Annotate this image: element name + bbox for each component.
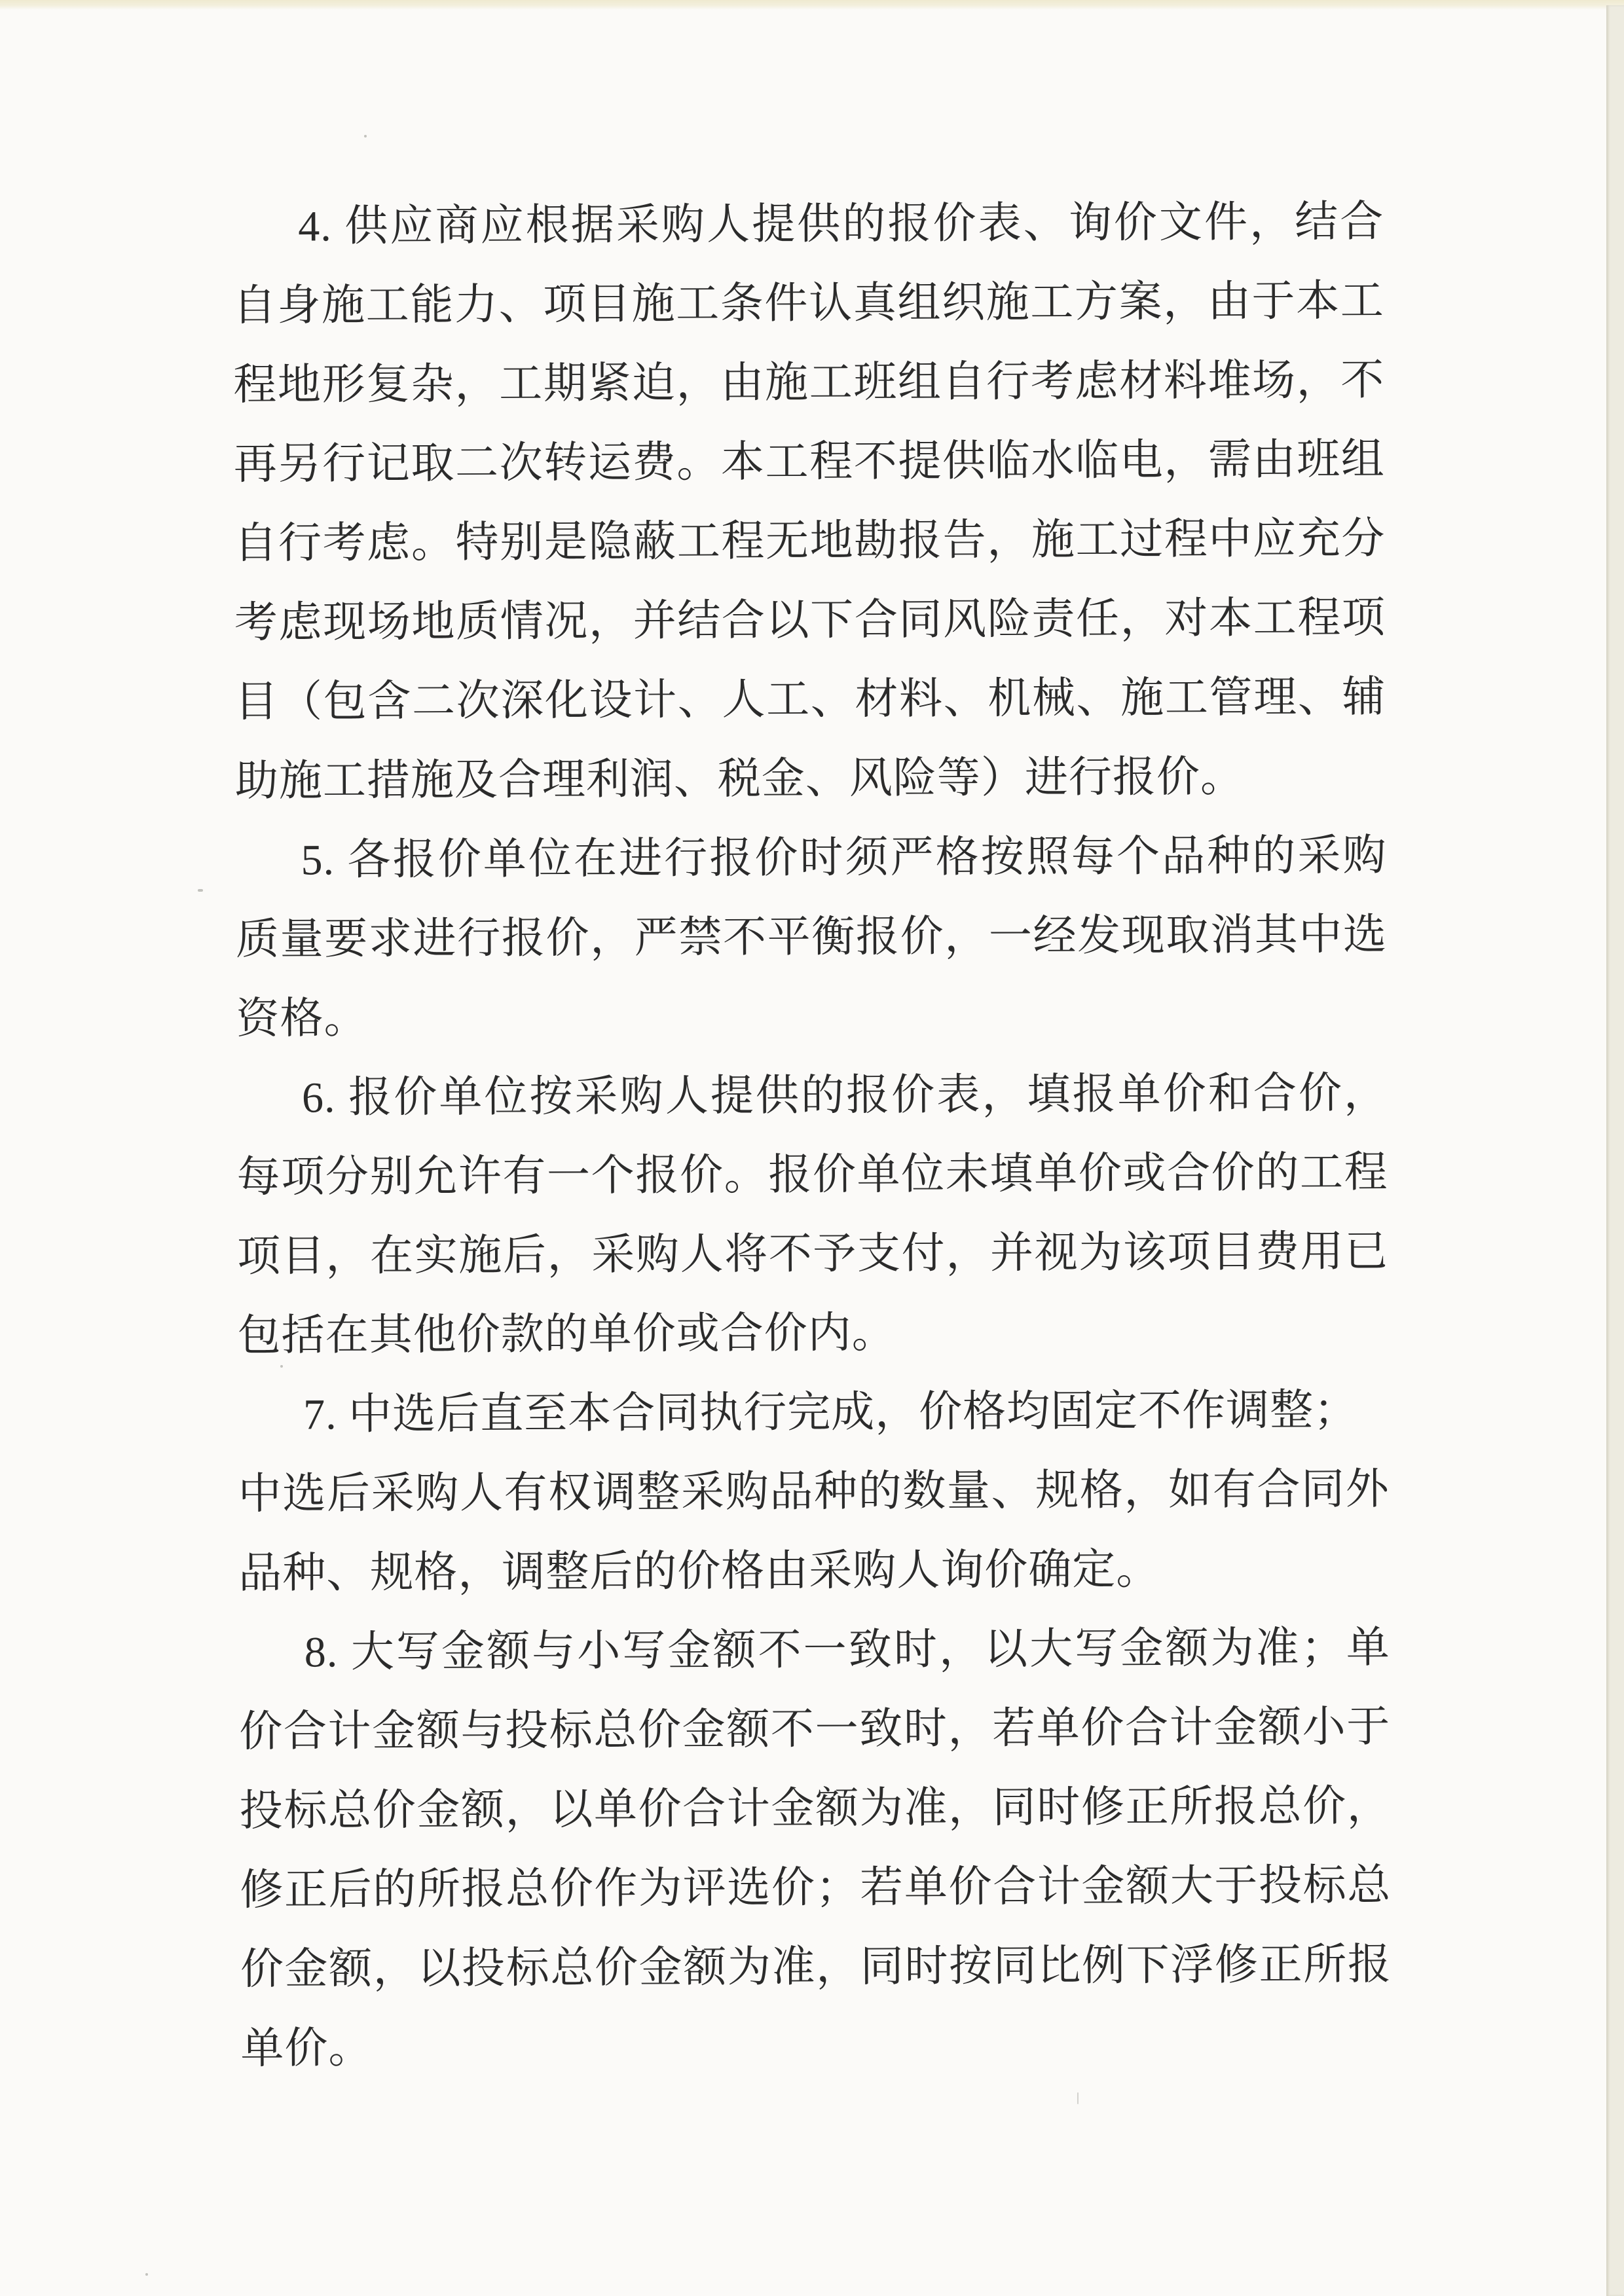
text-line: 价合计金额与投标总价金额不一致时，若单价合计金额小于	[239, 1703, 1391, 1756]
text-line: 再另行记取二次转运费。本工程不提供临水临电，需由班组	[233, 435, 1385, 488]
text-line: 质量要求进行报价，严禁不平衡报价，一经发现取消其中选	[235, 911, 1388, 964]
text-line: 助施工措施及合理利润、税金、风险等）进行报价。	[234, 753, 1245, 805]
text-line: 6. 报价单位按采购人提供的报价表，填报单价和合价，	[301, 1069, 1388, 1122]
text-line: 考虑现场地质情况，并结合以下合同风险责任，对本工程项	[234, 594, 1386, 647]
text-line: 修正后的所报总价作为评选价；若单价合计金额大于投标总	[240, 1861, 1392, 1914]
text-line: 单价。	[240, 2024, 373, 2073]
text-line: 项目，在实施后，采购人将不予支付，并视为该项目费用已	[236, 1228, 1389, 1281]
scan-speck	[1077, 2092, 1079, 2104]
text-line: 品种、规格，调整后的价格由采购人询价确定。	[238, 1545, 1160, 1597]
scan-speck	[198, 889, 203, 892]
text-line: 程地形复杂，工期紧迫，由施工班组自行考虑材料堆场，不	[233, 356, 1385, 409]
text-line: 价金额，以投标总价金额为准，同时按同比例下浮修正所报	[240, 1941, 1392, 1994]
scan-speck	[145, 2273, 148, 2276]
text-line: 自行考虑。特别是隐蔽工程无地勘报告，施工过程中应充分	[234, 515, 1386, 568]
scan-edge-top	[0, 0, 1624, 10]
scan-edge-right	[1606, 5, 1624, 2296]
text-line: 资格。	[236, 994, 368, 1043]
text-line: 包括在其他价款的单价或合价内。	[237, 1309, 896, 1360]
text-line: 每项分别允许有一个报价。报价单位未填单价或合价的工程	[236, 1148, 1388, 1201]
text-line: 5. 各报价单位在进行报价时须严格按照每个品种的采购	[301, 831, 1387, 884]
text-line: 自身施工能力、项目施工条件认真组织施工方案，由于本工	[232, 277, 1384, 330]
text-line: 投标总价金额，以单价合计金额为准，同时修正所报总价，	[239, 1782, 1391, 1835]
document-text	[232, 182, 1392, 2088]
text-line: 8. 大写金额与小写金额不一致时，以大写金额为准；单	[304, 1624, 1390, 1677]
text-line: 4. 供应商应根据采购人提供的报价表、询价文件，结合	[298, 198, 1384, 251]
text-line: 7. 中选后直至本合同执行完成，价格均固定不作调整；	[303, 1386, 1358, 1439]
scan-speck	[364, 135, 367, 137]
text-line: 目（包含二次深化设计、人工、材料、机械、施工管理、辅	[234, 673, 1386, 726]
text-line: 中选后采购人有权调整采购品种的数量、规格，如有合同外	[238, 1465, 1390, 1518]
